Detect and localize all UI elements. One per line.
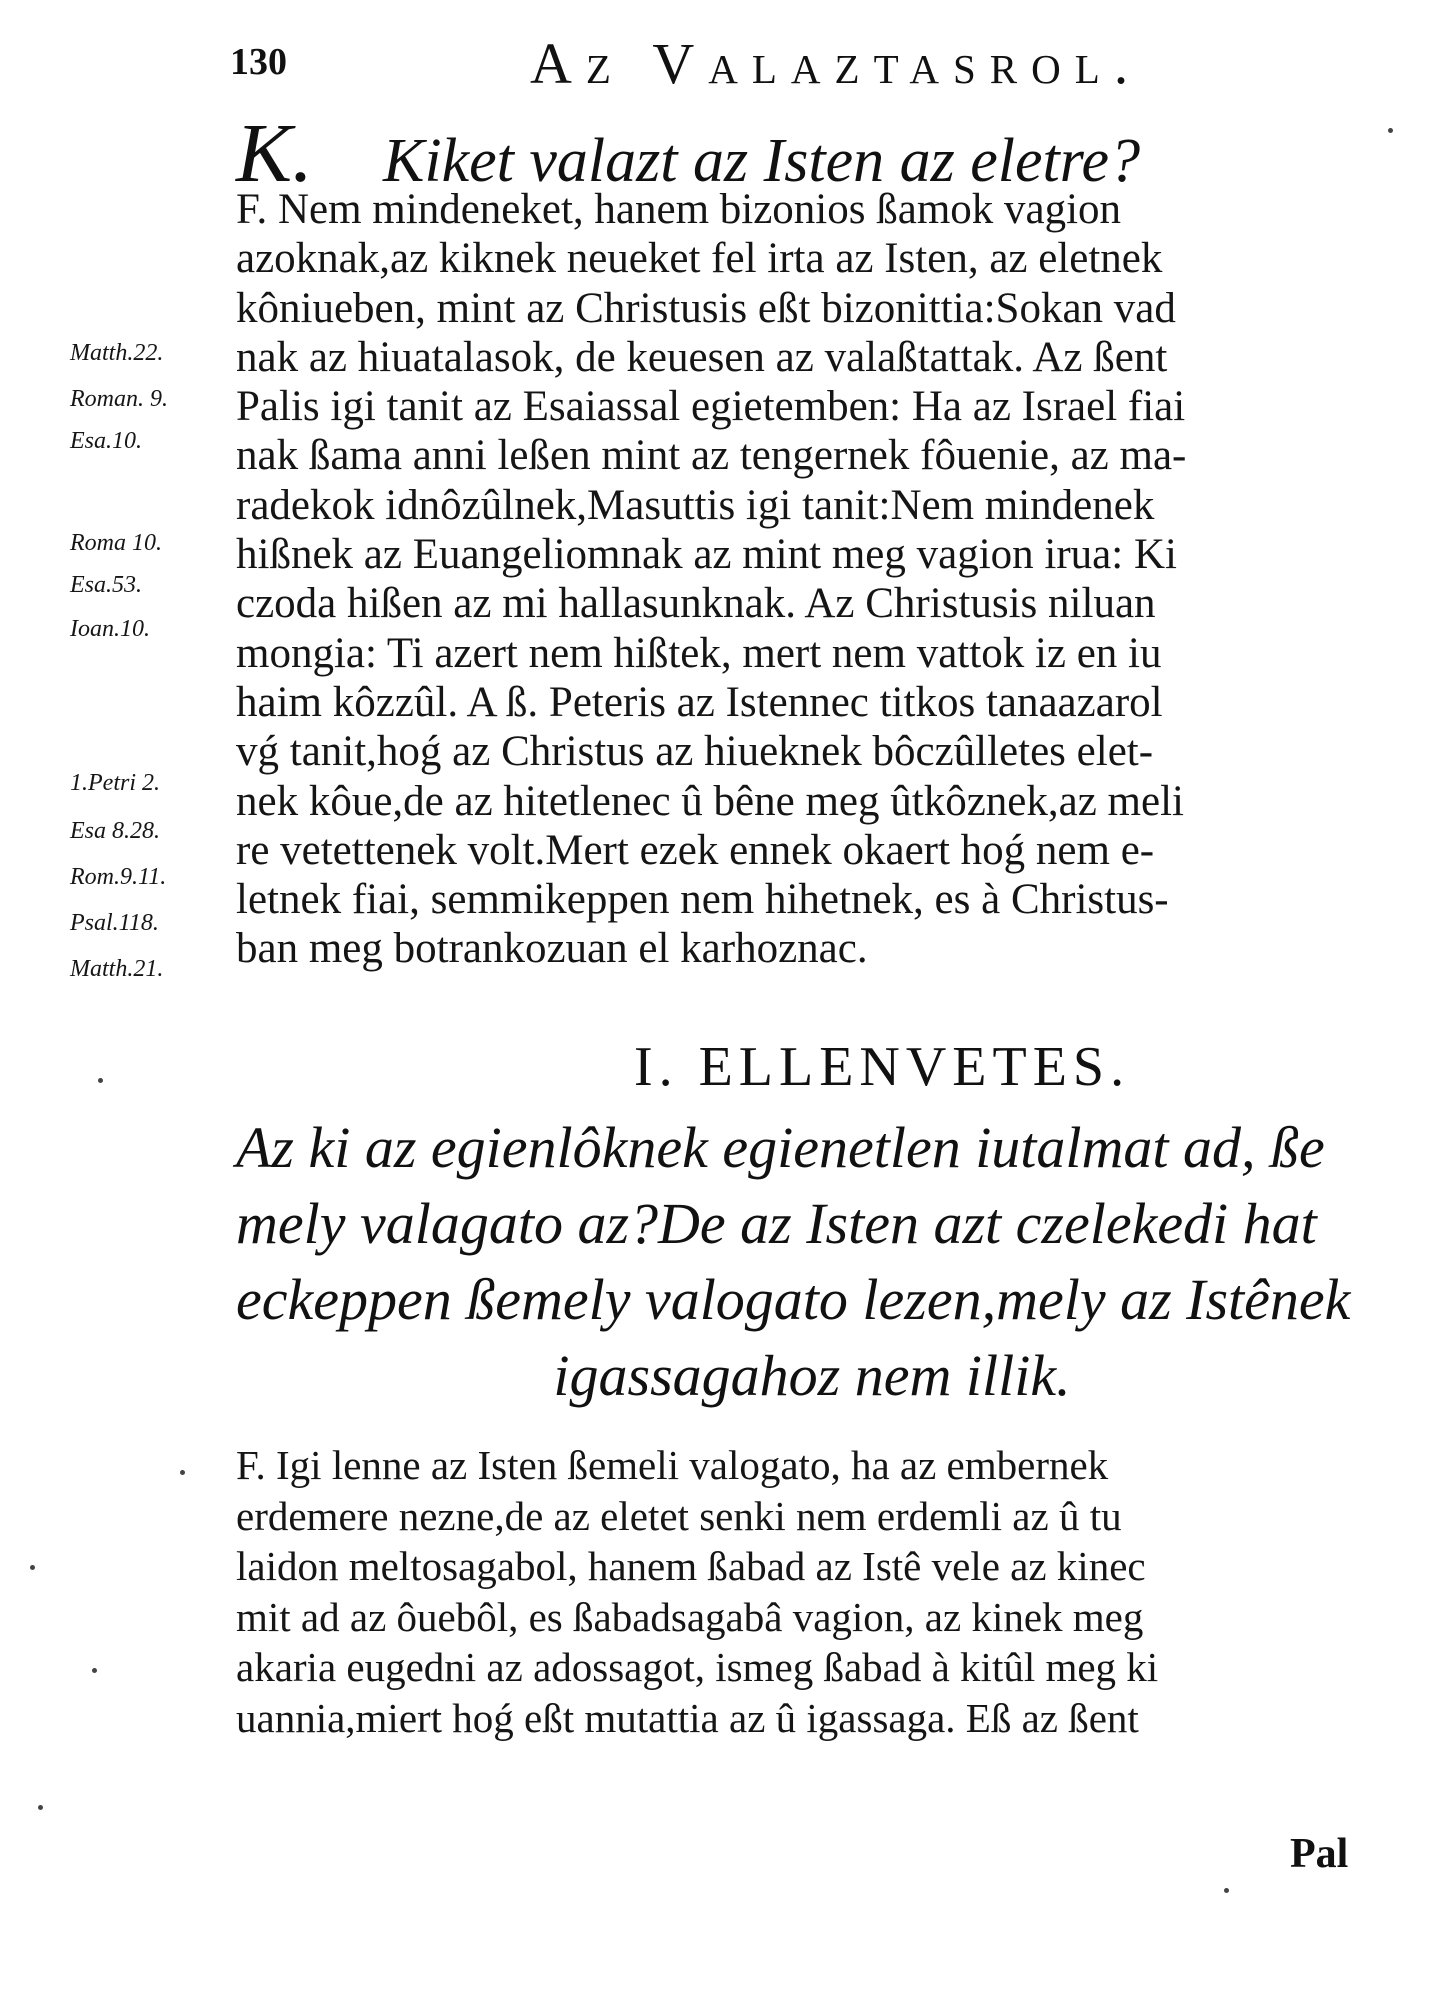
objection-line: eckeppen ßemely valogato lezen,mely az Istênek (236, 1267, 1351, 1332)
margin-ref: Esa.53. (70, 572, 142, 598)
text-line: mongia: Ti azert nem hißtek, mert nem vattok iz en iu (236, 629, 1162, 677)
ink-speck (30, 1565, 35, 1570)
text-line: czoda hißen az mi hallasunknak. Az Christusis niluan (236, 580, 1156, 628)
text-line: vǵ tanit,hoǵ az Christus az hiueknek bôczûlletes elet- (236, 728, 1154, 776)
objection-text (236, 1110, 1388, 1414)
margin-ref: Rom.9.11. (70, 864, 167, 890)
text-line: nak az hiuatalasok, de keuesen az valaßtattak. Az ßent (236, 333, 1168, 381)
text-line: kôniueben, mint az Christusis eßt bizonittia:Sokan vad (236, 284, 1176, 332)
question-letter: K. (236, 107, 314, 200)
objection-line: igassagahoz nem illik. (553, 1343, 1071, 1408)
answer-paragraph-2 (236, 1440, 1388, 1743)
text-line: akaria eugedni az adossagot, ismeg ßabad à kitûl meg ki (236, 1644, 1159, 1690)
text-line: haim kôzzûl. A ß. Peteris az Istennec titkos tanaazarol (236, 678, 1163, 726)
ink-speck (180, 1470, 185, 1475)
question-text: Kiket valazt az Isten az eletre? (383, 127, 1141, 195)
margin-ref: 1.Petri 2. (70, 770, 160, 796)
text-line: ban meg botrankozuan el karhoznac. (236, 925, 868, 973)
text-line: uannia,miert hoǵ eßt mutattia az û igassaga. Eß az ßent (236, 1694, 1139, 1741)
ink-speck (1224, 1888, 1229, 1893)
ink-speck (1388, 128, 1393, 133)
text-line: re vetettenek volt.Mert ezek ennek okaert hoǵ nem e- (236, 826, 1155, 874)
margin-ref: Esa 8.28. (70, 818, 160, 844)
margin-ref: Ioan.10. (70, 616, 150, 642)
text-line: F. Nem mindeneket, hanem bizonios ßamok vagion (236, 186, 1122, 233)
running-title: Az Valaztasrol. (530, 31, 1143, 96)
ink-speck (92, 1668, 97, 1673)
text-line: letnek fiai, semmikeppen nem hihetnek, es à Christus- (236, 876, 1169, 924)
margin-ref: Esa.10. (70, 428, 142, 454)
text-line: nak ßama anni leßen mint az tengernek fôuenie, az ma- (236, 432, 1187, 480)
text-line: hißnek az Euangeliomnak az mint meg vagion irua: Ki (236, 531, 1177, 579)
text-line: mit ad az ôuebôl, es ßabadsagabâ vagion, az kinek meg (236, 1593, 1144, 1640)
objection-line: Az ki az egienlôknek egienetlen iutalmat ad, ße (236, 1115, 1325, 1180)
objection-line: mely valagato az?De az Isten azt czelekedi hat (236, 1191, 1317, 1256)
catchword: Pal (1290, 1831, 1349, 1877)
text-line: laidon meltosagabol, hanem ßabad az Istê vele az kinec (236, 1543, 1146, 1589)
text-line: radekok idnôzûlnek,Masuttis igi tanit:Nem mindenek (236, 481, 1155, 529)
page-number: 130 (230, 41, 287, 83)
text-line: nek kôue,de az hitetlenec û bêne meg ûtkôznek,az meli (236, 777, 1184, 825)
ink-speck (98, 1078, 103, 1083)
text-line: erdemere nezne,de az eletet senki nem erdemli az û tu (236, 1492, 1122, 1539)
margin-ref: Psal.118. (70, 910, 159, 936)
text-line: F. Igi lenne az Isten ßemeli valogato, ha az embernek (236, 1442, 1109, 1488)
text-line: Palis igi tanit az Esaiassal egietemben: Ha az Israel fiai (236, 383, 1186, 431)
answer-paragraph-1 (236, 185, 1388, 974)
margin-ref: Matth.21. (70, 956, 164, 982)
margin-ref: Roman. 9. (70, 386, 168, 412)
margin-ref: Roma 10. (70, 530, 162, 556)
margin-ref: Matth.22. (70, 340, 164, 366)
section-heading: I. ELLENVETES. (633, 1036, 1131, 1098)
ink-speck (38, 1805, 43, 1810)
running-head (230, 30, 1230, 100)
text-line: azoknak,az kiknek neueket fel irta az Isten, az eletnek (236, 235, 1163, 283)
